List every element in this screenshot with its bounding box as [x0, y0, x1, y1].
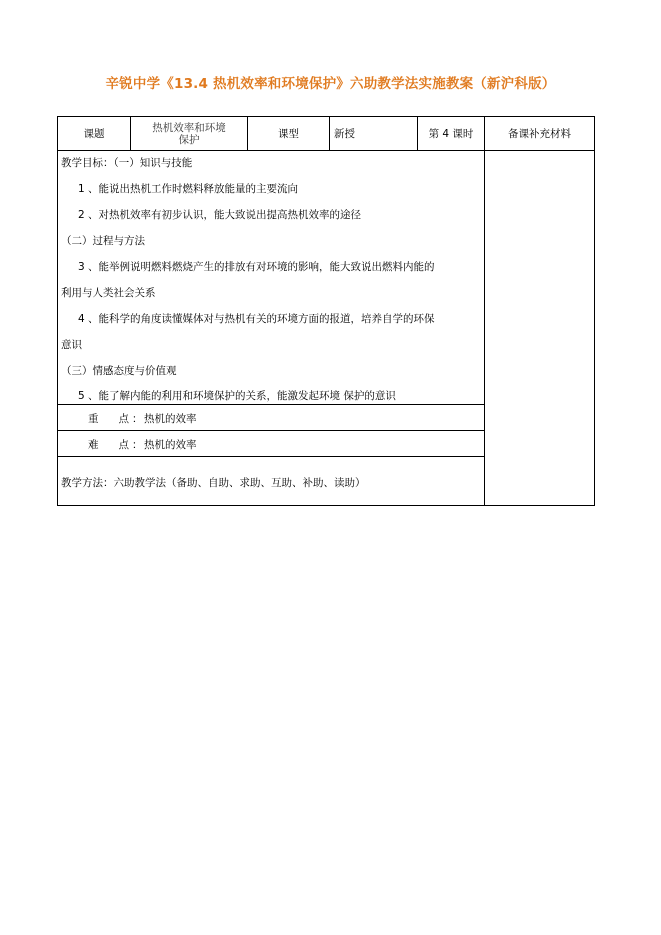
- supplement-label: 备课补充材料: [485, 117, 595, 151]
- objectives-section-2: （二）过程与方法: [61, 235, 145, 247]
- teaching-method: 教学方法：六助教学法（备助、自助、求助、互助、补助、读助）: [61, 477, 366, 489]
- objectives-heading: 教学目标：（一）知识与技能: [61, 157, 193, 169]
- type-value: 新授: [330, 117, 418, 151]
- topic-label: 课题: [58, 117, 131, 151]
- difficult-point-label: 难 点: [88, 439, 130, 451]
- content-row: [58, 151, 595, 506]
- difficult-point-row: [58, 430, 484, 456]
- difficult-point-value: 热机的效率: [144, 439, 197, 451]
- objective-item-5: 5 、能了解内能的利用和环境保护的关系，能激发起环境 保护的意识: [78, 390, 396, 402]
- difficult-point-separator: ：: [132, 439, 143, 451]
- supplement-cell: [485, 151, 595, 506]
- lesson-plan-table: [57, 116, 595, 506]
- type-label: 课型: [248, 117, 330, 151]
- objectives-section-3: （三）情感态度与价值观: [61, 365, 177, 377]
- content-cell: [58, 151, 485, 506]
- topic-value-line2: 保护: [178, 133, 200, 146]
- header-row: [58, 117, 595, 151]
- objective-item-1: 1 、能说出热机工作时燃料释放能量的主要流向: [78, 183, 299, 195]
- method-row: [58, 456, 484, 505]
- key-point-row: [58, 404, 484, 430]
- key-point-separator: ：: [132, 413, 143, 425]
- objective-item-4-line1: 4 、能科学的角度读懂媒体对与热机有关的环境方面的报道，培养自学的环保: [78, 313, 435, 325]
- period-value: 第 4 课时: [418, 117, 485, 151]
- objective-item-3-line2: 利用与人类社会关系: [61, 287, 156, 299]
- document-title: 辛锐中学《13.4 热机效率和环境保护》六助教学法实施教案（新沪科版）: [105, 76, 556, 92]
- topic-value-line1: 热机效率和环境: [152, 121, 226, 134]
- objective-item-3-line1: 3 、能举例说明燃料燃烧产生的排放有对环境的影响，能大致说出燃料内能的: [78, 261, 435, 273]
- objective-item-2: 2 、对热机效率有初步认识，能大致说出提高热机效率的途径: [78, 209, 362, 221]
- topic-value: [131, 117, 248, 151]
- objectives-block: [58, 151, 484, 404]
- key-point-value: 热机的效率: [144, 413, 197, 425]
- objective-item-4-line2: 意识: [61, 339, 82, 351]
- key-point-label: 重 点: [88, 413, 130, 425]
